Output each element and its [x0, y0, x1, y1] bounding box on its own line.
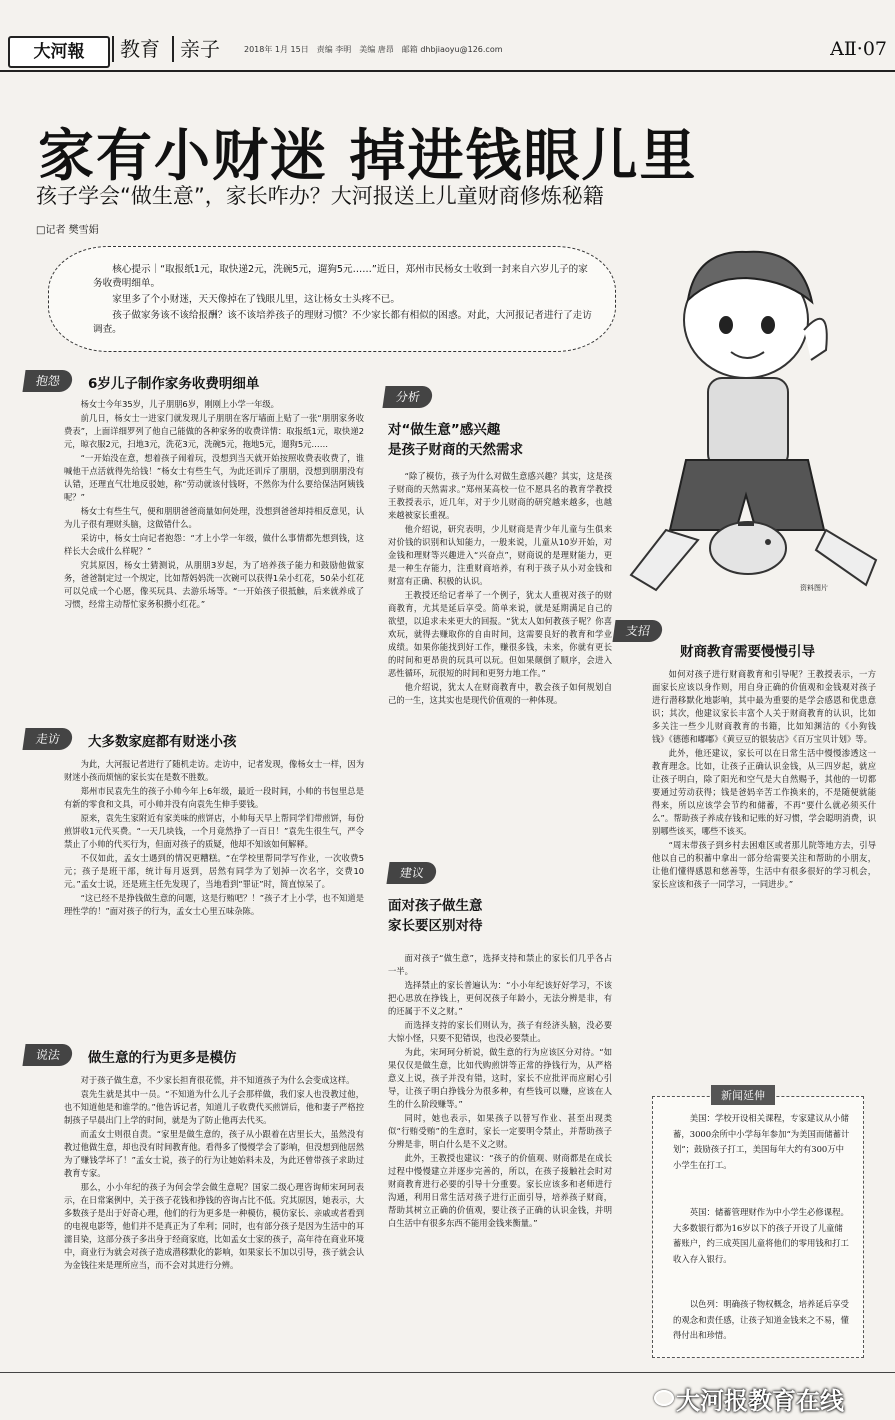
- paragraph: 对于孩子做生意，不少家长担育很花慌，并不知道孩子为什么会变成这样。: [80, 1075, 355, 1085]
- child-with-piggy-bank-illustration: [626, 230, 888, 600]
- wechat-icon: [654, 1390, 674, 1406]
- paragraph: 他介绍说，研究表明，少儿财商是青少年儿童与生俱来对价钱的识别和认知能力，一般来说，儿童从10岁开始，对金钱和理财等兴趣进入“兴奋点”，财商说的是理财能力，更是一种生存能力，注重财商培养，有利于孩子从小对金钱和财富有正确、积极的认识。: [388, 524, 612, 586]
- tag-complaint: 抱怨: [22, 370, 73, 392]
- section-body-complaint: [64, 398, 364, 612]
- paragraph: 如何对孩子进行财商教育和引导呢？王教授表示，一方面家长应该以身作则，用自身正确的价值观和金钱观对孩子进行潜移默化地影响，其中最为重要的是学会感恩和优患意识；其次，他建议家长丰富个人关于财商教育的认识，比如多关注一些少儿财商教育的书籍，比如知渊洁的《小狗钱钱》《德德和嘟嘟》《黄豆豆的银装店》《百万宝贝计划》等。: [652, 669, 876, 744]
- section-title-treat-differently: 家长要区别对待: [388, 918, 483, 934]
- section-body-visit: [64, 758, 364, 919]
- paragraph: “一开始没在意，想着孩子闹着玩，没想到当天就开始按照收费表收费了，谁喊他干点活就得先给钱！”杨女士有些生气，为此还训斥了朋朋，没想到朋朋没有认错，还理直气壮地反驳她，称“劳动就该付钱呀，不然你为什么要给保洁阿姨钱呢？”: [64, 453, 364, 502]
- newspaper-logo: 大河報: [8, 36, 110, 68]
- paragraph: 面对孩子“做生意”，选择支持和禁止的家长们几乎各占一半。: [388, 953, 612, 976]
- news-israel: 以色列：明确孩子物权概念，培养延后享受的观念和责任感，让孩子知道金钱来之不易，懂得付出和珍惜。: [673, 1299, 849, 1340]
- key-points-bubble: [48, 246, 616, 352]
- photo-caption: 资料图片: [800, 584, 828, 592]
- tag-analysis: 分析: [382, 386, 433, 408]
- paragraph: 为此，大河报记者进行了随机走访。走访中，记者发现，像杨女士一样，因为财迷小孩而烦恼的家长实在是数不胜数。: [64, 759, 364, 782]
- paragraph: “周末带孩子到乡村去困难区或者那儿院等地方去，引导他以自己的积蓄中拿出一部分给需要关注和帮助的小朋友，让他们懂得感恩和慈善等，生活中有很多很好的学习机会，家长应该和孩子一同学习，一同进步。”: [652, 840, 876, 889]
- paragraph: 袁先生就是其中一员。“不知道为什么儿子会那样做，我们家人也没教过他，也不知道他是和谁学的。”他告诉记者，知道儿子收费代买煎饼后，他和妻子严格控制孩子早晨出门上学的时间，就是为了防止他再去代买。: [64, 1089, 364, 1125]
- section-title-facing-business: 面对孩子做生意: [388, 898, 483, 914]
- section-body-analysis: [388, 470, 612, 708]
- key-points-intro: 核心提示｜“取报纸1元，取快递2元，洗碗5元，遛狗5元……”近日，郑州市民杨女士收到一封来自六岁儿子的家务收费明细单。: [93, 264, 588, 289]
- section-label-parenting: 亲子: [172, 36, 220, 62]
- paragraph: 此外，他还建议，家长可以在日常生活中慢慢渗透这一教育理念。比如，让孩子正确认识金钱，从三四岁起，就应让孩子明白，除了阳光和空气是大自然赐予，其他的一切都要通过劳动获得；钱是爸妈辛苦工作换来的，不是随便就能得来，所以应该学会节约和储蓄，不再“要什么就必须买什么”。帮助孩子养成存钱和记账的好习惯，学会聪明消费，识别哪些该买，哪些不该买。: [652, 748, 876, 836]
- watermark: 大河报教育在线: [676, 1387, 844, 1415]
- section-label-education: 教育: [112, 36, 160, 62]
- issue-meta: 2018年 1月 15日 责编 李明 美编 唐昂 邮箱 dhbjiaoyu@126.com: [244, 45, 503, 54]
- paragraph: 杨女士今年35岁，儿子朋朋6岁，刚刚上小学一年级。: [80, 399, 279, 409]
- paragraph: 他介绍说，犹太人在财商教育中，教会孩子如何规划自己的一生，这其实也是现代价值观的一种体现。: [388, 682, 612, 705]
- paragraph: 前几日，杨女士一进家门就发现儿子朋朋在客厅墙面上贴了一张“朋朋家务收费表”，上面详细罗列了他自己能做的各种家务的收费详情：取报纸1元，取快递2元，晾衣服2元，扫地3元，洗花3元，洗碗5元，拖地5元，遛狗5元……: [64, 413, 364, 449]
- paragraph: 不仅如此，孟女士遇到的情况更糟糕。“在学校里帮同学写作业，一次收费5元；孩子是班干部，统计每月返到，居然有同学为了划掉一次名字，交费10元。”孟女士说，还是班主任先发现了，当地看到“罪证”时，简直惊呆了。: [64, 853, 364, 889]
- paragraph: 为此，宋珂珂分析说，做生意的行为应该区分对待。“如果仅仅是做生意，比如代购煎饼等正常的挣钱行为，从严格意义上说，孩子并没有错，这时，家长不应批评而应耐心引导，让孩子明白挣钱分为很多种，有些钱可以赚，应该在人生的什么阶段赚等。”: [388, 1047, 612, 1109]
- section-title-natural-need: 是孩子财商的天然需求: [388, 442, 523, 458]
- paragraph: 同时，她也表示，如果孩子以替写作业、甚至出现类似“行贿受贿”的生意时，家长一定要明令禁止，并帮助孩子分辨是非，明白什么是不义之财。: [388, 1113, 612, 1149]
- paragraph: “除了模仿，孩子为什么对做生意感兴趣？其实，这是孩子财商的天然需求。”郑州某高校一位不愿具名的教育学教授王教授表示，近几年，对于少儿财商的研究越来越多，也越来越被家长重视。: [388, 471, 612, 520]
- paragraph: 采访中，杨女士向记者抱怨：“才上小学一年级，做什么事情都先想到钱，这样长大会成什么样呢？”: [64, 533, 364, 556]
- tag-opinion: 说法: [22, 1044, 73, 1066]
- section-title-chore-fee-list: 6岁儿子制作家务收费明细单: [88, 376, 260, 392]
- section-title-most-families: 大多数家庭都有财迷小孩: [88, 734, 237, 750]
- paragraph: 究其原因，杨女士猜测说，从朋朋3岁起，为了培养孩子能力和鼓励他做家务，爸爸制定过一个规定，比如帮妈妈洗一次碗可以获得1朵小红花，50朵小红花可以兑成一个心愿，像买玩具、去游乐场等。“一开始孩子很抵触，后来就养成了习惯，经常主动帮忙家务积攒小红花。”: [64, 560, 364, 609]
- paragraph: 此外，王教授也建议：“孩子的价值观、财商都是在成长过程中慢慢建立并逐步完善的，所以，在孩子接触社会时对财商教育进行必要的引导十分重要。家长应该多和老师进行沟通，利用日常生活对孩子进行正面引导，培养孩子财商，帮助其树立正确的价值观，要让孩子正确的认识金钱，并明白生活中有很多东西不能用金钱来衡量。”: [388, 1153, 612, 1228]
- tag-tips: 支招: [612, 620, 663, 642]
- masthead: [0, 34, 895, 70]
- bottom-rule: [0, 1372, 895, 1373]
- section-title-interest: 对“做生意”感兴趣: [388, 422, 501, 438]
- section-body-tips: [652, 668, 876, 892]
- paragraph: 而选择支持的家长们则认为，孩子有经济头脑，没必要大惊小怪，只要不犯错误，也没必要禁止。: [388, 1020, 612, 1043]
- byline: □记者 樊雪娟: [36, 225, 99, 236]
- headline: 家有小财迷 掉进钱眼儿里: [38, 124, 698, 189]
- section-body-opinion: [64, 1074, 364, 1273]
- section-body-suggestion: [388, 952, 612, 1231]
- tag-visit: 走访: [22, 728, 73, 750]
- key-points-body: 家里多了个小财迷，天天像掉在了钱眼儿里，这让杨女士头疼不已。: [112, 294, 400, 305]
- paragraph: 王教授还给记者举了一个例子，犹太人重视对孩子的财商教育，尤其是延后享受。简单来说，就是延期满足自己的欲望，以追求未来更大的回报。“犹太人如何教孩子呢？你喜欢玩，就得去赚取你的自由时间，这需要良好的教育和学业成绩。如果你能找到好工作，赚很多钱，未来，你就有更长的时间和更昂贵的玩具可以玩。但如果颠倒了顺序，会进入恶性循环，玩很短的时间和更努力地工作。”: [388, 590, 612, 678]
- paragraph: 选择禁止的家长普遍认为：“小小年纪该好好学习，不该把心思放在挣钱上，更何况孩子年龄小，无法分辨是非，有的还属于不义之财。”: [388, 980, 612, 1016]
- subheadline: 孩子学会“做生意”，家长咋办？大河报送上儿童财商修炼秘籍: [36, 184, 604, 208]
- tag-suggestion: 建议: [386, 862, 437, 884]
- paragraph: “这已经不是挣钱做生意的问题，这是行贿吧？！”孩子才上小学，也不知道是理性学的！”面对孩子的行为，孟女士心里五味杂陈。: [64, 893, 364, 916]
- paragraph: 那么，小小年纪的孩子为何会学会做生意呢？国家二级心理咨询师宋珂珂表示，在日常案例中，关于孩子花钱和挣钱的咨询占比不低。究其原因，她表示，大多数孩子是出于好奇心理，他们的行为更多是一种模仿，模仿家长、亲戚或者看到的电视电影等，他们并不是真正为了牟利；同时，也有部分孩子是因为生活中的耳濡目染，这部分孩子多出身于经商家庭，比如孟女士家的孩子，高年待在商业环境中，商业行为就会对孩子造成潜移默化的影响，如果家长不加以引导，孩子就会认为金钱往来是理所应当，而不会对其进行分辨。: [64, 1182, 364, 1270]
- news-extension-title: 新闻延伸: [711, 1085, 775, 1105]
- page-number: AⅡ·07: [830, 38, 887, 60]
- paragraph: 杨女士有些生气，便和朋朋爸爸商量如何处理，没想到爸爸却持相反意见，认为儿子很有理财头脑，这做错什么。: [64, 506, 364, 529]
- masthead-rule: [0, 70, 895, 72]
- key-points-question: 孩子做家务该不该给报酬？该不该培养孩子的理财习惯？不少家长都有相似的困惑。对此，大河报记者进行了走访调查。: [93, 310, 592, 335]
- section-title-imitation: 做生意的行为更多是模仿: [88, 1050, 237, 1066]
- section-title-guide-slowly: 财商教育需要慢慢引导: [680, 644, 815, 660]
- news-extension-box: [652, 1089, 864, 1358]
- paragraph: 原来，袁先生家附近有家美味的煎饼店，小帅每天早上帮同学们带煎饼，每份煎饼收1元代买费。“一天几块钱，一个月竟然挣了一百日！”袁先生很生气，严令禁止了小帅的代买行为，但面对孩子的质疑，他却不知该如何解释。: [64, 813, 364, 849]
- news-uk: 英国：储蓄管理财作为中小学生必修课程。大多数银行都为16岁以下的孩子开设了儿童储蓄账户，约三成英国儿童将他们的零用钱和打工收入存入银行。: [673, 1207, 849, 1264]
- news-usa: 美国：学校开设相关课程，专家建议从小储蓄，3000余所中小学每年参加“为美国而储蓄计划”；鼓励孩子打工，美国每年大约有300万中小学生在打工。: [673, 1113, 850, 1170]
- paragraph: 而孟女士则很自责。“家里是做生意的，孩子从小跟着在店里长大，虽然没有教过他做生意，却也没有时间教育他。看得多了慢慢学会了影响，但没想到他居然为了赚钱学坏了！”孟女士说，孩子的行为让她始料未及，为此还曾带孩子求助过教育专家。: [64, 1129, 364, 1178]
- paragraph: 郑州市民袁先生的孩子小帅今年上6年级，最近一段时间，小帅的书包里总是有新的零食和文具，可小帅并没有向袁先生伸手要钱。: [64, 786, 364, 809]
